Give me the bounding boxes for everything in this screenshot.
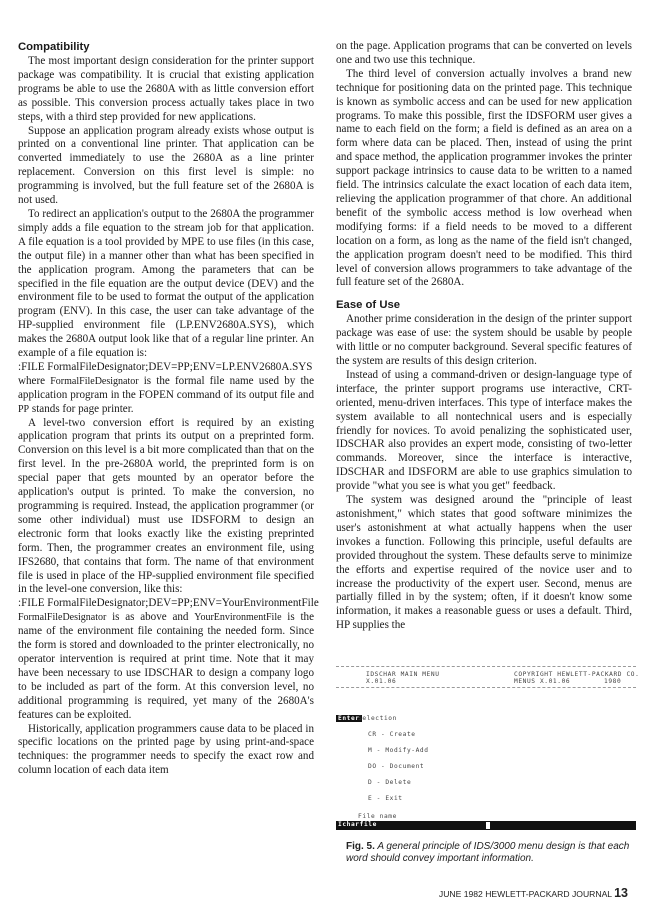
journal-name: JUNE 1982 HEWLETT-PACKARD JOURNAL [438,889,613,899]
paragraph: The third level of conversion actually involves a brand new technique for positioning data on the printed page. This technique is known as symbolic access and can be used for new application programs. To make this possible, first the IDSFORM user gives a name to each field on the form; a field is defined as an area on a form where data can be placed. Then, instead of using the print and space method, the application programmer invokes the printer support package intrinsics to cause data to be written to a named field. The intrinsics calculate the exact location of each data item, relieving the application programmer of that chore. An additional benefit of the symbolic access method is low overhead when modifying forms: if a field needs to be moved to a different location on a form, as long as the name of the field isn't changed, the application program doesn't need to be modified. This third level of conversion allows programmers to take advantage of the full feature set of the 2680A. [336,67,632,289]
screen-version: X.01.06 [366,678,397,685]
enter-key[interactable]: Enter [338,715,360,722]
screen-copyright: COPYRIGHT HEWLETT-PACKARD CO. [514,671,640,678]
paragraph: A level-two conversion effort is required by an existing application program that prints its output on a preprinted form. Conversion on this level is a bit more complicated than that on the first level. In the pre-2680A world, the preprinted form is on special paper that gets mounted by an operator before the application's output is printed. To make the conversion, no programming is required. Instead, the application programmer (or some other individual) must use IDSFORM to design an electronic form that looks exactly like the existing preprinted form. Then, the programmer creates an environment file, using IFS2680, that contains that form. The name of that environment file is used in place of the HP-supplied environment file specified in the level-one conversion, like this: [18,416,314,596]
menu-item-exit[interactable]: E - Exit [368,795,403,802]
menu-item-modify-add[interactable]: M - Modify-Add [368,747,429,754]
menu-item-document[interactable]: DO - Document [368,763,425,770]
left-column [18,40,319,778]
cursor-block [486,822,490,829]
paragraph: Historically, application programmers cause data to be placed in specific locations on the printed page by using print-and-space techniques: the programmer needs to specify the exact row and column location of each data item [18,722,314,777]
paragraph: To redirect an application's output to the 2680A the programmer simply adds a file equation to the stream job for that application. A file equation is a tool provided by MPE to use files (in this case, the output file) in a manner other than what has been specified in the application program. Among the parameters that can be specified in the file equation are the output device (DEV) and the environment file to be used to format the output of the application program (ENV). In this case, the user can take advantage of the HP-supplied environment file (LP.ENV2680A.SYS), which makes the 2680A output look like that of a regular line printer. An example of a file equation is: [18,207,314,360]
screen-year: 1980 [604,678,622,685]
paragraph: Suppose an application program already exists whose output is printed on a conventional line printer. That application can be converted immediately to use the 2680A as a line printer replacement. Conversion on this first level is simple: no programming is involved, but the full feature set of the 2680A is not used. [18,124,314,207]
section-heading-compatibility: Compatibility [18,41,90,53]
screen-divider [336,687,636,688]
paragraph: where FormalFileDesignator is the formal file name used by the application program in the FOPEN command of its output file and PP stands for page printer. [18,374,315,415]
section-heading-ease-of-use: Ease of Use [336,299,401,312]
page-footer [439,886,628,900]
paragraph: on the page. Application programs that can be converted on levels one and two use this technique. [336,40,632,66]
selection-label: Selection [358,715,397,722]
file-equation-example-2: :FILE FormalFileDesignator;DEV=PP;ENV=YourEnvironmentFile [18,597,319,610]
file-name-field[interactable] [336,821,636,830]
screen-title: IDSCHAR MAIN MENU [366,671,440,678]
file-equation-example-1: :FILE FormalFileDesignator;DEV=PP;ENV=LP.ENV2680A.SYS [18,360,313,373]
menu-screen [336,666,640,835]
screen-menus-version: MENUS X.01.06 [514,678,571,685]
figure-5 [336,666,640,865]
paragraph: Another prime consideration in the design of the printer support package was ease of use: the system should be usable by people with little or no computer background. Several specific features of the system are results of this design criterion. [336,313,632,368]
menu-item-create[interactable]: CR - Create [368,731,416,738]
file-name-label: File name [358,813,397,820]
paragraph: Instead of using a command-driven or design-language type of interface, the printer support programs use interactive, CRT-oriented, menu-driven interfaces. This type of interface makes the system available to all nontechnical users and is especially friendly for novices. To avoid penalizing the sophisticated user, IDSCHAR also provides an expert mode, consisting of two-letter commands. Moreover, since the interface is interactive, IDSCHAR and IDSFORM are able to use graphics simulation to provide "what you see is what you get" feedback. [336,368,632,493]
paragraph: FormalFileDesignator is as above and YourEnvironmentFile is the name of the environment file containing the needed form. Since the form is stored and downloaded to the printer electronically, no operator intervention is required at print time. Note that it may have been necessary to use IDSCHAR to design a company logo to be included as part of the form. At this conversion level, no additional programming is required, yet many of the 2680A's features can be exploited. [18,611,315,721]
paragraph: The system was designed around the "principle of least astonishment," which states that good software minimizes the user's astonishment at what actually happens when the user invokes a function. Following this principle, useful defaults are provided throughout the system. These defaults serve to minimize the efforts and expertise required of the novice user and to increase the productivity of the expert user. Second, menus are partially filled in by the system; often, if it doesn't know some information, it makes a reasonable guess or uses a default. Third, HP supplies the [336,494,632,632]
paragraph: The most important design consideration for the printer support package was compatibility. It is crucial that existing application programs be able to use the 2680A with as little conversion effort as possible. This conversion process actually takes place in two steps, with a third step provided for new applications. [18,55,314,123]
figure-caption: Fig. 5. A general principle of IDS/3000 menu design is that each word should convey important information. [346,841,630,865]
page-number: 13 [614,886,628,900]
menu-item-delete[interactable]: D - Delete [368,779,412,786]
right-column [336,40,632,633]
file-name-value: Icharfile [338,821,377,828]
